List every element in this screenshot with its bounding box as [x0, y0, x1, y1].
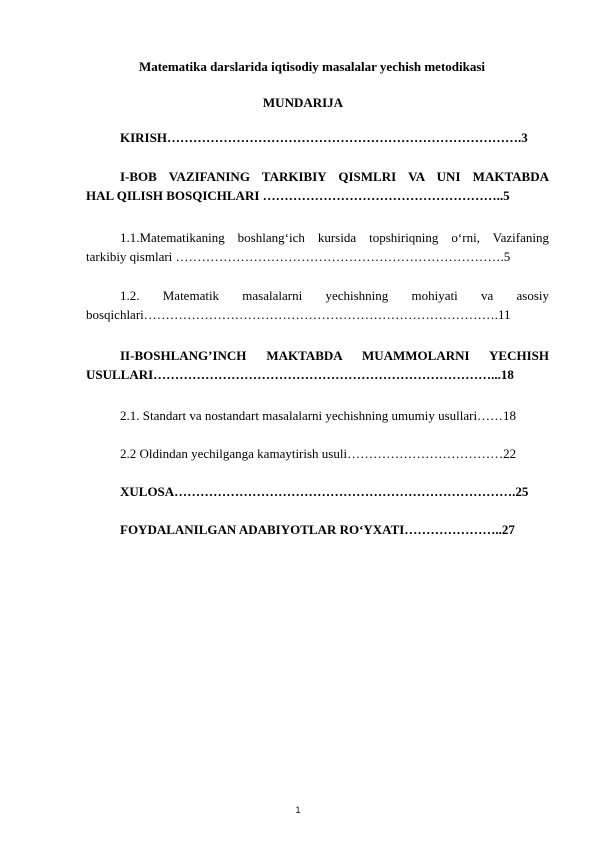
page-number: 1	[295, 805, 301, 815]
toc-entry-xulosa-text: XULOSA…………………………………………………………………….25	[120, 484, 529, 499]
toc-entry-bob1-line2: HAL QILISH BOSQICHLARI ………………………………………………..5	[86, 188, 510, 203]
toc-entry-foydalanilgan	[86, 520, 549, 539]
document-title: Matematika darslarida iqtisodiy masalalar yechish metodikasi	[138, 59, 486, 74]
toc-entry-1-2-line1: 1.2. Matematik masalalarni yechishning mohiyati va asosiy	[120, 288, 549, 303]
toc-entry-1-1-line1: 1.1.Matematikaning boshlang‘ich kursida topshiriqning o‘rni, Vazifaning	[120, 230, 549, 245]
toc-heading: MUNDARIJA	[262, 95, 344, 110]
toc-entry-bob2-line2: USULLARI……………………………………………………………………...18	[86, 367, 514, 382]
toc-entry-1-1-line2: tarkibiy qismlari ………………………………………………………………….5	[86, 249, 511, 264]
toc-entry-1-1	[86, 228, 549, 266]
toc-entry-bob2-line1: II-BOSHLANG’INCH MAKTABDA MUAMMOLARNI YECHISH	[120, 348, 549, 363]
toc-entry-foydalanilgan-text: FOYDALANILGAN ADABIYOTLAR RO‘YXATI…………………..27	[120, 522, 515, 537]
toc-entry-2-2	[86, 444, 549, 463]
toc-entry-1-2-line2: bosqichlari……………………………………………………………………….11	[86, 307, 511, 322]
toc-entry-bob2	[86, 346, 549, 384]
toc-entry-2-2-text: 2.2 Oldindan yechilganga kamaytirish usuli………………………………22	[120, 446, 517, 461]
toc-entry-1-2	[86, 286, 549, 324]
toc-entry-2-1	[86, 406, 549, 425]
toc-entry-xulosa	[86, 482, 549, 501]
toc-entry-bob1	[86, 167, 549, 205]
toc-entry-bob1-line1: I-BOB VAZIFANING TARKIBIY QISMLRI VA UNI MAKTABDA	[120, 169, 549, 184]
toc-entry-kirish	[86, 128, 549, 147]
toc-entry-2-1-text: 2.1. Standart va nostandart masalalarni yechishning umumiy usullari……18	[120, 408, 517, 423]
toc-entry-kirish-text: KIRISH……………………………………………………………………….3	[120, 130, 528, 145]
